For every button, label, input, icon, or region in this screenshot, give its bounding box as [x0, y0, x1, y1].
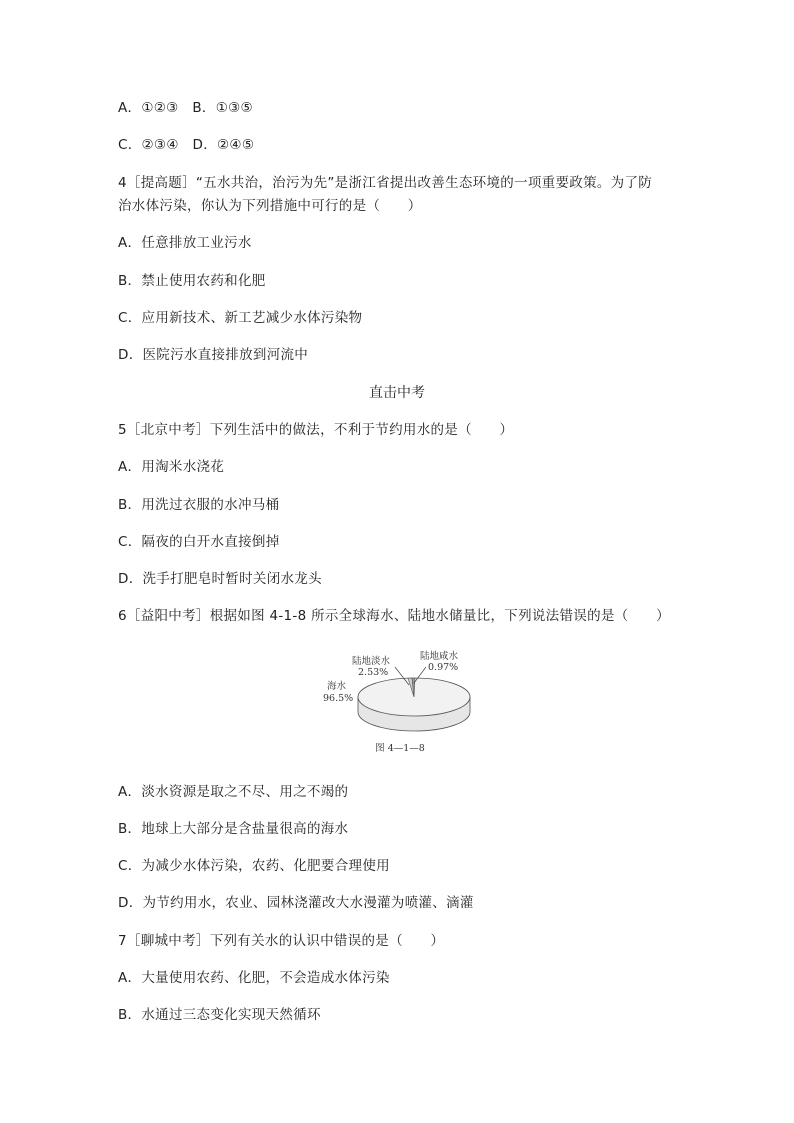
label-saltwater-value: 0.97% — [428, 662, 459, 673]
label-seawater-name: 海水 — [327, 681, 347, 692]
q5-option-c: C．隔夜的白开水直接倒掉 — [118, 534, 280, 550]
q3-options-line-2: C．②③④ D．②④⑤ — [118, 137, 255, 153]
label-seawater-value: 96.5% — [323, 693, 354, 704]
label-freshwater-value: 2.53% — [358, 667, 389, 678]
q4-option-d: D．医院污水直接排放到河流中 — [118, 347, 309, 363]
q5-option-a: A．用淘米水浇花 — [118, 459, 225, 475]
q6-option-a: A．淡水资源是取之不尽、用之不竭的 — [118, 784, 349, 800]
q7-option-a: A．大量使用农药、化肥，不会造成水体污染 — [118, 970, 390, 986]
q5-option-d: D．洗手打肥皂时暂时关闭水龙头 — [118, 571, 322, 587]
label-freshwater-name: 陆地淡水 — [352, 656, 391, 667]
q6-stem: 6［益阳中考］根据如图 4-1-8 所示全球海水、陆地水储量比，下列说法错误的是（ ） — [118, 608, 670, 624]
q4-stem-line-1: 4［提高题］“五水共治，治污为先”是浙江省提出改善生态环境的一项重要政策。为了防 — [118, 175, 653, 191]
q7-stem: 7［聊城中考］下列有关水的认识中错误的是（ ） — [118, 933, 445, 949]
section-title: 直击中考 — [369, 385, 425, 401]
pie-chart — [320, 645, 480, 757]
q4-option-c: C．应用新技术、新工艺减少水体污染物 — [118, 310, 363, 326]
pie-figure — [320, 645, 480, 757]
q6-option-c: C．为减少水体污染，农药、化肥要合理使用 — [118, 858, 390, 874]
q4-stem-line-2: 治水体污染，你认为下列措施中可行的是（ ） — [118, 198, 422, 214]
q5-stem: 5［北京中考］下列生活中的做法，不利于节约用水的是（ ） — [118, 422, 514, 438]
q4-option-a: A．任意排放工业污水 — [118, 235, 252, 251]
q7-option-b: B．水通过三态变化实现天然循环 — [118, 1007, 321, 1023]
figure-caption: 图 4—1—8 — [375, 743, 425, 754]
q6-option-d: D．为节约用水，农业、园林浇灌改大水漫灌为喷灌、滴灌 — [118, 895, 474, 911]
q4-option-b: B．禁止使用农药和化肥 — [118, 273, 266, 289]
label-saltwater-name: 陆地咸水 — [420, 651, 459, 662]
q6-option-b: B．地球上大部分是含盐量很高的海水 — [118, 821, 349, 837]
q5-option-b: B．用洗过衣服的水冲马桶 — [118, 497, 280, 513]
q3-options-line-1: A．①②③ B．①③⑤ — [118, 100, 253, 116]
